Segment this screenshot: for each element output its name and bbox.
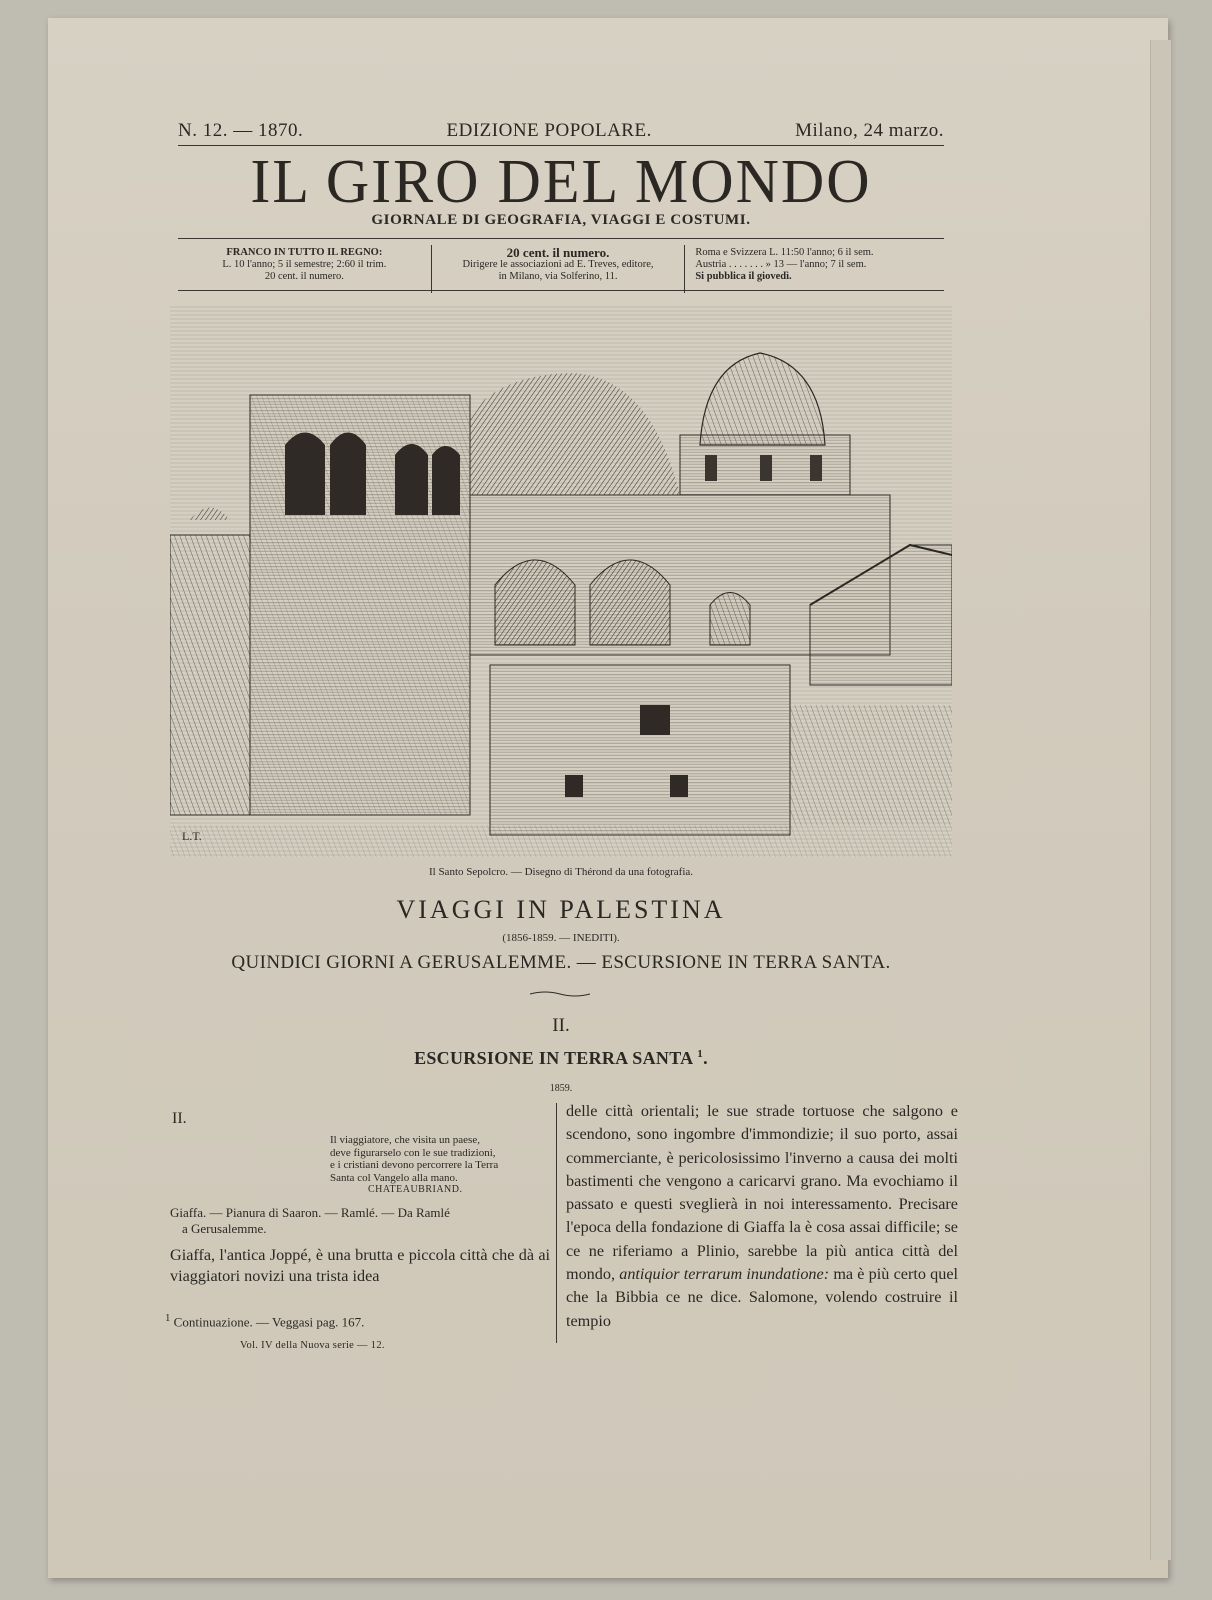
issue-number: N. 12. — 1870. (178, 120, 304, 141)
drum-window (810, 455, 822, 481)
right-body-paragraph (566, 1100, 958, 1333)
info-center (431, 245, 685, 293)
part-number: II. (552, 1015, 570, 1036)
tower-arch (395, 444, 428, 515)
info-right-line: Austria . . . . . . . » 13 — l'anno; 7 il sem. (695, 259, 867, 270)
tower-arch (285, 433, 325, 516)
footnote-number: 1 (165, 1312, 171, 1324)
header-bar (178, 120, 944, 142)
left-buildings (170, 535, 250, 815)
column-divider (556, 1103, 557, 1343)
article-years: (1856-1859. — INEDITI). (502, 932, 620, 944)
part-year: 1859. (549, 1083, 573, 1094)
epigraph-line: e i cristiani devono percorrere la Terra (330, 1159, 499, 1171)
tower-arch (432, 446, 460, 515)
holy-sepulchre-engraving (170, 305, 952, 857)
issue-date: Milano, 24 marzo. (795, 120, 944, 141)
right-body-text: ma è più certo quel che la Bibbia ce ne dice. Salomone, volendo costruire il tempio (566, 1265, 959, 1330)
info-center-line: 20 cent. il numero. (506, 245, 610, 260)
masthead-subtitle: GIORNALE DI GEOGRAFIA, VIAGGI E COSTUMI. (371, 212, 751, 228)
info-left (178, 245, 431, 293)
latin-quote: antiquior terrarum inundatione: (619, 1265, 830, 1284)
volume-line: Vol. IV della Nuova serie — 12. (240, 1340, 385, 1351)
footnote (165, 1312, 555, 1330)
ground (170, 825, 952, 857)
info-right-line: Si pubblica il giovedì. (695, 271, 792, 282)
epigraph-author: CHATEAUBRIAND. (368, 1184, 463, 1195)
summary-line: Giaffa. — Pianura di Saaron. — Ramlé. — Da Ramlé (170, 1205, 450, 1220)
info-center-line: Dirigere le associazioni ad E. Treves, editore, (462, 259, 654, 270)
wall-window (670, 775, 688, 797)
summary-line: a Gerusalemme. (182, 1221, 267, 1236)
subscription-info (178, 245, 944, 293)
masthead-title: IL GIRO DEL MONDO (250, 146, 872, 216)
left-body-text: Giaffa, l'antica Joppé, è una brutta e piccola città che dà ai viaggiatori novizi una trista idea (170, 1246, 550, 1285)
article-subheading: QUINDICI GIORNI A GERUSALEMME. — ESCURSIONE IN TERRA SANTA. (231, 952, 891, 973)
front-wall (490, 665, 790, 835)
illustration-caption: Il Santo Sepolcro. — Disegno di Thérond da una fotografia. (428, 866, 694, 878)
info-left-line: FRANCO IN TUTTO IL REGNO: (226, 247, 383, 258)
side-arch (710, 593, 750, 646)
info-right (684, 245, 944, 293)
drum-window (705, 455, 717, 481)
engraver-signature: L.T. (182, 829, 202, 843)
flourish-divider (530, 990, 590, 998)
wall-window (565, 775, 583, 797)
epigraph-line: deve figurarselo con le sue tradizioni, (330, 1146, 496, 1159)
info-right-line: Roma e Svizzera L. 11:50 l'anno; 6 il sem. (695, 247, 874, 258)
portal-arch (495, 560, 575, 645)
epigraph-line: Il viaggiatore, che visita un paese, (330, 1134, 480, 1146)
portal-arch (590, 560, 670, 645)
info-rule-bottom (178, 290, 944, 291)
left-column (170, 1110, 550, 1287)
sheet-folded-edge (1150, 40, 1171, 1560)
epigraph (330, 1134, 550, 1184)
right-body-text: delle città orientali; le sue strade tortuose che salgono e scendono, sono ingombre d'immondizie; il suo porto, assai commerciante, è pericolosissimo l'inverno a causa dei molti bastimenti che vengono a caricarvi grano. Ma evochiamo il passato e questi sveglierà in noi interessamento. Precisare l'epoca della fondazione di Giaffa la è cosa assai difficile; se ce ne riferiamo a Plinio, sarebbe la più antica città del mondo, (566, 1102, 958, 1284)
info-rule-top (178, 238, 944, 239)
part-title: ESCURSIONE IN TERRA SANTA $^1$. (414, 1048, 708, 1068)
drum-window (760, 455, 772, 481)
part-title-text: ESCURSIONE IN TERRA SANTA (414, 1048, 693, 1068)
chapter-summary (170, 1205, 550, 1237)
footnote-text: Continuazione. — Veggasi pag. 167. (173, 1314, 365, 1330)
info-left-line: L. 10 l'anno; 5 il semestre; 2:60 il trim. (222, 259, 387, 270)
footnote-mark: 1 (697, 1048, 704, 1060)
epigraph-line: Santa col Vangelo alla mano. (330, 1171, 458, 1184)
section-roman: II. (172, 1110, 187, 1127)
right-wall (790, 705, 952, 825)
right-column (566, 1100, 958, 1333)
info-center-line: in Milano, via Solferino, 11. (498, 271, 618, 282)
article-title: VIAGGI IN PALESTINA (396, 895, 726, 924)
info-left-line: 20 cent. il numero. (264, 271, 344, 282)
wall-window (640, 705, 670, 735)
edition-label: EDIZIONE POPOLARE. (446, 120, 652, 141)
tower-arch (330, 433, 366, 516)
